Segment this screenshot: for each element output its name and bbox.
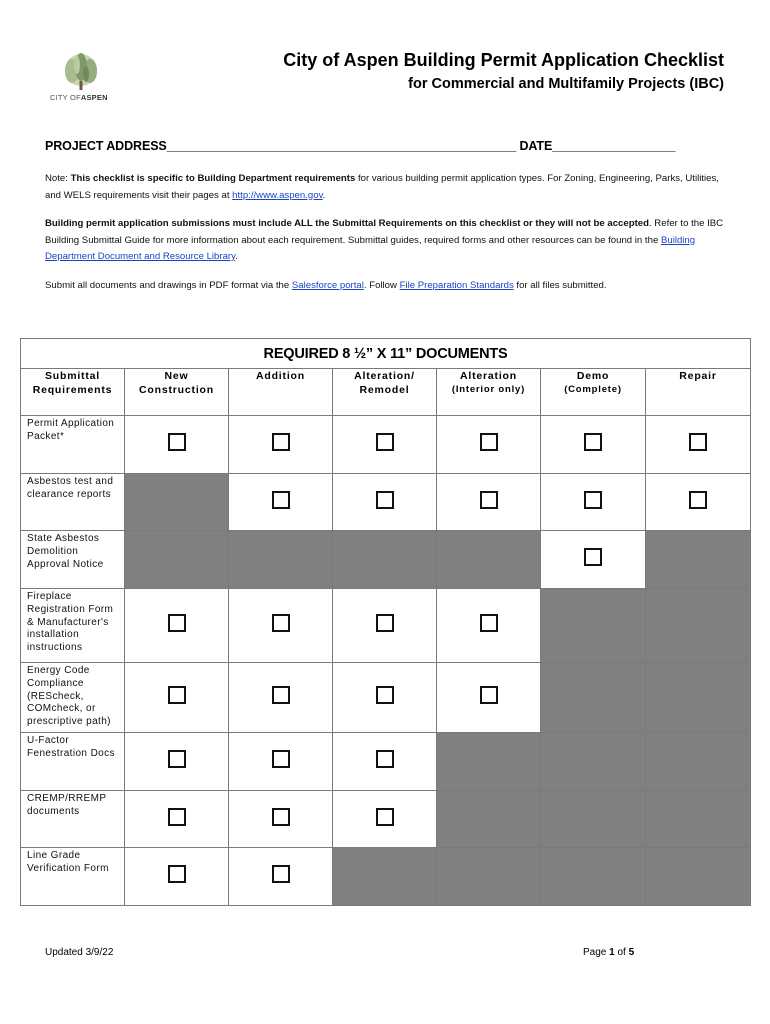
checkbox[interactable]	[376, 750, 394, 768]
date-field[interactable]: __________________	[552, 139, 676, 153]
checkbox[interactable]	[272, 686, 290, 704]
checkbox[interactable]	[272, 750, 290, 768]
checkbox[interactable]	[168, 808, 186, 826]
checkbox[interactable]	[376, 808, 394, 826]
not-applicable-cell	[646, 848, 751, 906]
checkbox[interactable]	[480, 491, 498, 509]
checkbox-cell	[229, 848, 333, 906]
checkbox-cell	[437, 474, 541, 531]
not-applicable-cell	[437, 848, 541, 906]
checkbox-cell	[437, 663, 541, 733]
requirement-label: Line Grade Verification Form	[21, 848, 125, 906]
checkbox-cell	[125, 663, 229, 733]
checkbox[interactable]	[480, 433, 498, 451]
table-row	[21, 416, 751, 474]
checkbox[interactable]	[376, 614, 394, 632]
file-preparation-standards-link[interactable]: File Preparation Standards	[399, 280, 514, 291]
checkbox-cell	[229, 416, 333, 474]
not-applicable-cell	[437, 791, 541, 848]
not-applicable-cell	[333, 848, 437, 906]
checkbox-cell	[541, 531, 646, 589]
column-header-5: Demo (Complete)	[541, 369, 646, 416]
requirement-label: CREMP/RREMP documents	[21, 791, 125, 848]
requirement-label: State Asbestos Demolition Approval Notice	[21, 531, 125, 589]
checkbox[interactable]	[584, 548, 602, 566]
checkbox-cell	[437, 416, 541, 474]
not-applicable-cell	[646, 663, 751, 733]
checkbox[interactable]	[480, 614, 498, 632]
table-row	[21, 589, 751, 663]
checkbox-cell	[229, 663, 333, 733]
checkbox-cell	[541, 474, 646, 531]
checkbox[interactable]	[376, 686, 394, 704]
checkbox-cell	[125, 733, 229, 791]
checkbox-cell	[541, 416, 646, 474]
checkbox[interactable]	[272, 865, 290, 883]
checkbox-cell	[229, 791, 333, 848]
updated-date: Updated 3/9/22	[45, 947, 114, 958]
checkbox-cell	[437, 589, 541, 663]
checkbox-cell	[125, 416, 229, 474]
page-title: City of Aspen Building Permit Application Checklist	[283, 50, 724, 70]
requirement-label: Asbestos test and clearance reports	[21, 474, 125, 531]
checkbox[interactable]	[272, 614, 290, 632]
checkbox-cell	[333, 589, 437, 663]
checkbox-cell	[646, 474, 751, 531]
checkbox-cell	[125, 589, 229, 663]
checkbox[interactable]	[689, 491, 707, 509]
project-address-field[interactable]: ___________________________________________________	[166, 139, 517, 153]
note-paragraph: Note: This checklist is specific to Building Department requirements for various building permit application types. For Zoning, Engineering, Parks, Utilities, and WELS requirements visit their pages at http://www.aspen.gov.	[45, 173, 719, 201]
checkbox-cell	[229, 474, 333, 531]
table-body	[21, 416, 751, 906]
not-applicable-cell	[541, 663, 646, 733]
not-applicable-cell	[646, 589, 751, 663]
not-applicable-cell	[125, 474, 229, 531]
requirement-label: Permit Application Packet*	[21, 416, 125, 474]
checkbox[interactable]	[480, 686, 498, 704]
project-address-label: PROJECT ADDRESS	[45, 139, 167, 153]
table-title: REQUIRED 8 ½” X 11” DOCUMENTS	[21, 339, 751, 369]
not-applicable-cell	[541, 791, 646, 848]
requirement-label: Energy Code Compliance (REScheck, COMcheck, or prescriptive path)	[21, 663, 125, 733]
checkbox[interactable]	[689, 433, 707, 451]
not-applicable-cell	[437, 531, 541, 589]
table-row	[21, 531, 751, 589]
checkbox-cell	[646, 416, 751, 474]
checkbox[interactable]	[272, 808, 290, 826]
table-row	[21, 663, 751, 733]
checkbox-cell	[333, 663, 437, 733]
checkbox-cell	[229, 733, 333, 791]
checkbox-cell	[333, 474, 437, 531]
not-applicable-cell	[646, 791, 751, 848]
not-applicable-cell	[437, 733, 541, 791]
column-header-0: Submittal Requirements	[21, 369, 125, 416]
checkbox[interactable]	[168, 433, 186, 451]
table-header-row	[21, 369, 751, 416]
column-header-2: Addition	[229, 369, 333, 416]
checklist-table	[20, 338, 751, 906]
checkbox-cell	[125, 791, 229, 848]
logo-text: CITY OFASPEN	[50, 93, 108, 102]
project-address-line	[45, 139, 676, 153]
checkbox[interactable]	[168, 865, 186, 883]
column-header-3: Alteration/ Remodel	[333, 369, 437, 416]
table-row	[21, 848, 751, 906]
aspen-gov-link[interactable]: http://www.aspen.gov	[232, 189, 323, 201]
table-row	[21, 474, 751, 531]
checkbox[interactable]	[376, 433, 394, 451]
column-header-4: Alteration (Interior only)	[437, 369, 541, 416]
not-applicable-cell	[125, 531, 229, 589]
not-applicable-cell	[646, 531, 751, 589]
checkbox-cell	[333, 733, 437, 791]
not-applicable-cell	[541, 589, 646, 663]
table-row	[21, 791, 751, 848]
not-applicable-cell	[229, 531, 333, 589]
checkbox[interactable]	[168, 750, 186, 768]
checkbox[interactable]	[584, 433, 602, 451]
requirement-label: Fireplace Registration Form & Manufacturer's installation instructions	[21, 589, 125, 663]
not-applicable-cell	[541, 733, 646, 791]
checkbox-cell	[333, 416, 437, 474]
checkbox-cell	[333, 791, 437, 848]
checkbox-cell	[125, 848, 229, 906]
checkbox[interactable]	[168, 614, 186, 632]
page-number: Page 1 of 5	[583, 947, 635, 958]
checkbox[interactable]	[376, 491, 394, 509]
not-applicable-cell	[541, 848, 646, 906]
salesforce-portal-link[interactable]: Salesforce portal	[291, 280, 364, 291]
column-header-6: Repair	[646, 369, 751, 416]
checkbox[interactable]	[168, 686, 186, 704]
date-label: DATE	[519, 139, 553, 153]
table-row	[21, 733, 751, 791]
page-subtitle: for Commercial and Multifamily Projects (IBC)	[408, 76, 724, 92]
not-applicable-cell	[646, 733, 751, 791]
column-header-1: New Construction	[125, 369, 229, 416]
not-applicable-cell	[333, 531, 437, 589]
submit-instructions-paragraph: Submit all documents and drawings in PDF format via the Salesforce portal. Follow File Preparation Standards for all files submitted.	[45, 280, 607, 291]
checkbox[interactable]	[272, 491, 290, 509]
requirement-label: U-Factor Fenestration Docs	[21, 733, 125, 791]
submission-requirements-paragraph: Building permit application submissions must include ALL the Submittal Requirements on this checklist or they will not be accepted. Refer to the IBC Building Submittal Guide for more information about each requirement. Submittal guides, required forms and other resources can be found in the Building Department Document and Resource Library.	[45, 218, 724, 262]
checkbox-cell	[229, 589, 333, 663]
checkbox[interactable]	[584, 491, 602, 509]
resource-library-link[interactable]: Building Department Document and Resource Library	[45, 234, 696, 262]
checkbox[interactable]	[272, 433, 290, 451]
